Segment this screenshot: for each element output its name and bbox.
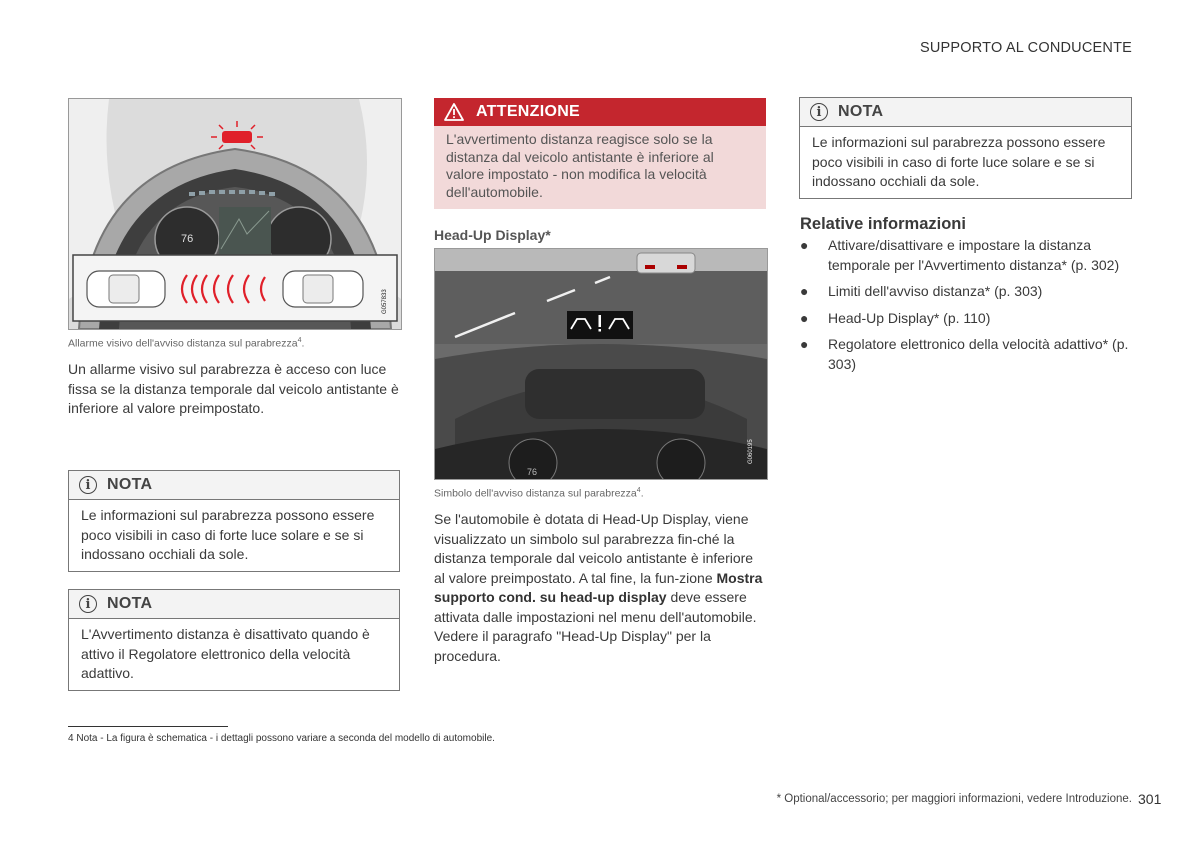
optional-accessory-note: * Optional/accessorio; per maggiori informazioni, vedere Introduzione. — [776, 793, 1132, 805]
related-link[interactable]: ● Attivare/disattivare e impostare la distanza temporale per l'Avvertimento distanza* (p. 302) — [800, 237, 1120, 273]
note-header — [800, 98, 1131, 127]
hud-paragraph: Se l'automobile è dotata di Head-Up Display, viene visualizzato un simbolo sul parabrezza fin-ché la distanza temporale dal veicolo antistante è inferiore al valore preimpostato. A tal fine, la fun-zione Mostra supporto cond. su head-up display deve essere attivata dalle impostazioni nel menu dell'automobile. Vedere il paragrafo "Head-Up Display" per la procedura. — [434, 511, 763, 664]
hud-illustration — [435, 249, 767, 479]
dashboard-illustration — [69, 99, 401, 329]
related-link[interactable]: ● Limiti dell'avviso distanza* (p. 303) — [800, 283, 1043, 299]
note-header — [69, 471, 399, 500]
warning-text: L'avvertimento distanza reagisce solo se la distanza dal veicolo antistante è inferiore al valore impostato - non modifica la velocità dell'automobile. — [446, 131, 714, 200]
warning-box — [434, 98, 766, 209]
footnote: 4 Nota - La figura è schematica - i dettagli possono variare a seconda del modello di automobile. — [68, 733, 495, 744]
speed-readout: 76 — [181, 233, 194, 245]
setting-name: Mostra supporto cond. su head-up display — [434, 569, 763, 605]
note-text: L'Avvertimento distanza è disattivato quando è attivo il Regolatore elettronico della velocità adattivo. — [81, 626, 370, 681]
note-text: Le informazioni sul parabrezza possono essere poco visibili in caso di forte luce solare e se si indossano occhiali da sole. — [81, 507, 375, 562]
warning-triangle-icon — [444, 103, 464, 121]
note-text: Le informazioni sul parabrezza possono essere poco visibili in caso di forte luce solare e se si indossano occhiali da sole. — [812, 134, 1106, 189]
note-box-sunlight — [68, 470, 400, 572]
vehicle-ahead-icon — [283, 271, 363, 307]
own-car-icon — [87, 271, 165, 307]
figure-id: G060195 — [748, 439, 754, 464]
section-title: SUPPORTO AL CONDUCENTE — [919, 40, 1132, 56]
footnote-divider — [68, 726, 228, 727]
note-box-sunlight-2 — [799, 97, 1132, 199]
figure-visual-alarm — [68, 98, 402, 330]
hud-distance-warning-symbol — [567, 311, 633, 339]
car-ahead-icon — [637, 253, 695, 273]
note-title: NOTA — [107, 476, 153, 493]
figure-caption: Allarme visivo dell'avviso distanza sul parabrezza$^4$. — [68, 337, 305, 350]
alarm-paragraph: Un allarme visivo sul parabrezza è acceso con luce fissa se la distanza temporale dal veicolo antistante è inferiore al valore preimpostato. — [68, 361, 399, 416]
note-title: NOTA — [838, 103, 884, 120]
figure-hud-symbol — [434, 248, 768, 480]
info-icon: i — [810, 103, 828, 121]
related-links-list — [800, 236, 1134, 381]
page-number: 301 — [1138, 791, 1162, 807]
related-link[interactable]: ● Head-Up Display* (p. 110) — [800, 309, 991, 326]
note-box-acc — [68, 589, 400, 691]
related-info-heading: Relative informazioni — [800, 215, 966, 233]
distance-inset — [73, 255, 397, 321]
section-subheading: Head-Up Display* — [434, 227, 551, 243]
warning-header — [434, 98, 766, 126]
figure-id: G057833 — [382, 289, 388, 314]
info-icon: i — [79, 595, 97, 613]
warning-title: ATTENZIONE — [476, 103, 581, 120]
speed-readout: 76 — [527, 467, 538, 477]
related-link[interactable]: ● Regolatore elettronico della velocità adattivo* (p. 303) — [800, 336, 1129, 372]
figure-caption: Simbolo dell'avviso distanza sul parabrezza$^4$. — [434, 487, 644, 500]
note-header — [69, 590, 399, 619]
note-title: NOTA — [107, 595, 153, 612]
info-icon: i — [79, 476, 97, 494]
